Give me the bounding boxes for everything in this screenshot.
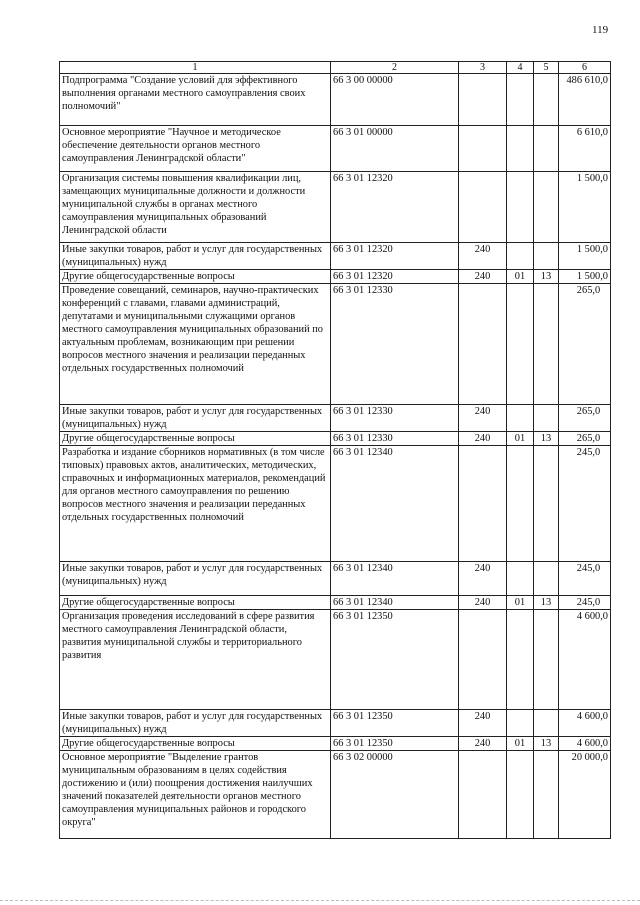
row-name-cell: Другие общегосударственные вопросы: [60, 432, 331, 446]
amount-cell: 245,0: [559, 446, 611, 562]
budget-table: [59, 61, 611, 839]
expense-type-cell: 240: [459, 432, 507, 446]
row-name-cell: Иные закупки товаров, работ и услуг для государственных (муниципальных) нужд: [60, 710, 331, 737]
expense-type-cell: 240: [459, 596, 507, 610]
target-code-cell: 66 3 01 12330: [331, 405, 459, 432]
expense-type-cell: 240: [459, 562, 507, 596]
target-code-cell: 66 3 01 12320: [331, 172, 459, 243]
row-name-cell: Другие общегосударственные вопросы: [60, 596, 331, 610]
subsection-cell: [534, 610, 559, 710]
row-name-cell: Основное мероприятие "Научное и методическое обеспечение деятельности органов местного самоуправления Ленинградской области": [60, 126, 331, 172]
section-cell: [507, 710, 534, 737]
subsection-cell: [534, 562, 559, 596]
expense-type-cell: [459, 751, 507, 839]
amount-cell: 4 600,0: [559, 737, 611, 751]
table-row: [60, 432, 611, 446]
expense-type-cell: [459, 446, 507, 562]
column-header: 5: [534, 62, 559, 74]
row-name-cell: Организация проведения исследований в сфере развития местного самоуправления Ленинградской области, развития муниципальной службы и территориального развития: [60, 610, 331, 710]
subsection-cell: [534, 243, 559, 270]
amount-cell: 20 000,0: [559, 751, 611, 839]
row-name-cell: Иные закупки товаров, работ и услуг для государственных (муниципальных) нужд: [60, 562, 331, 596]
column-header: 2: [331, 62, 459, 74]
amount-cell: 6 610,0: [559, 126, 611, 172]
column-header: 3: [459, 62, 507, 74]
table-row: [60, 751, 611, 839]
target-code-cell: 66 3 01 12340: [331, 562, 459, 596]
section-cell: [507, 610, 534, 710]
page-number: 119: [592, 24, 609, 36]
table-row: [60, 610, 611, 710]
target-code-cell: 66 3 01 12330: [331, 284, 459, 405]
row-name-cell: Подпрограмма "Создание условий для эффективного выполнения органами местного самоуправления своих полномочий": [60, 74, 331, 126]
subsection-cell: [534, 405, 559, 432]
table-row: [60, 243, 611, 270]
target-code-cell: 66 3 01 12320: [331, 243, 459, 270]
table-row: [60, 446, 611, 562]
expense-type-cell: 240: [459, 243, 507, 270]
row-name-cell: Иные закупки товаров, работ и услуг для государственных (муниципальных) нужд: [60, 405, 331, 432]
amount-cell: 265,0: [559, 284, 611, 405]
section-cell: [507, 562, 534, 596]
section-cell: [507, 243, 534, 270]
subsection-cell: 13: [534, 737, 559, 751]
subsection-cell: 13: [534, 270, 559, 284]
page-bottom-edge: [0, 900, 640, 901]
target-code-cell: 66 3 01 12340: [331, 446, 459, 562]
table-row: [60, 74, 611, 126]
subsection-cell: [534, 710, 559, 737]
expense-type-cell: 240: [459, 405, 507, 432]
section-cell: [507, 172, 534, 243]
subsection-cell: [534, 172, 559, 243]
expense-type-cell: 240: [459, 710, 507, 737]
row-name-cell: Организация системы повышения квалификации лиц, замещающих муниципальные должности и должности муниципальной службы в органах местного самоуправления муниципальных образований Ленинградской области: [60, 172, 331, 243]
section-cell: [507, 126, 534, 172]
subsection-cell: 13: [534, 596, 559, 610]
expense-type-cell: [459, 172, 507, 243]
table-row: [60, 562, 611, 596]
amount-cell: 1 500,0: [559, 243, 611, 270]
section-cell: [507, 446, 534, 562]
table-row: [60, 270, 611, 284]
table-body: [60, 74, 611, 839]
target-code-cell: 66 3 02 00000: [331, 751, 459, 839]
target-code-cell: 66 3 01 12340: [331, 596, 459, 610]
expense-type-cell: [459, 126, 507, 172]
target-code-cell: 66 3 01 12320: [331, 270, 459, 284]
amount-cell: 4 600,0: [559, 710, 611, 737]
section-cell: 01: [507, 737, 534, 751]
row-name-cell: Основное мероприятие "Выделение грантов муниципальным образованиям в целях содействия достижению и (или) поощрения достижения наилучших значений показателей деятельности органов местного самоуправления муниципальных районов и городского округа": [60, 751, 331, 839]
section-cell: 01: [507, 432, 534, 446]
column-header: 4: [507, 62, 534, 74]
table-header-row: [60, 62, 611, 74]
target-code-cell: 66 3 01 12330: [331, 432, 459, 446]
amount-cell: 1 500,0: [559, 172, 611, 243]
expense-type-cell: 240: [459, 270, 507, 284]
expense-type-cell: [459, 74, 507, 126]
row-name-cell: Проведение совещаний, семинаров, научно-практических конференций с главами, главами администраций, депутатами и муниципальными служащими органов местного самоуправления муниципальных образований по актуальным проблемам, возникающим при решении вопросов местного значения и реализации переданных отдельных государственных полномочий: [60, 284, 331, 405]
table-row: [60, 710, 611, 737]
expense-type-cell: 240: [459, 737, 507, 751]
section-cell: [507, 751, 534, 839]
row-name-cell: Другие общегосударственные вопросы: [60, 737, 331, 751]
amount-cell: 4 600,0: [559, 610, 611, 710]
table-row: [60, 405, 611, 432]
section-cell: 01: [507, 270, 534, 284]
amount-cell: 245,0: [559, 596, 611, 610]
target-code-cell: 66 3 01 12350: [331, 710, 459, 737]
amount-cell: 265,0: [559, 405, 611, 432]
section-cell: [507, 284, 534, 405]
target-code-cell: 66 3 01 00000: [331, 126, 459, 172]
row-name-cell: Иные закупки товаров, работ и услуг для государственных (муниципальных) нужд: [60, 243, 331, 270]
section-cell: [507, 74, 534, 126]
amount-cell: 245,0: [559, 562, 611, 596]
target-code-cell: 66 3 01 12350: [331, 737, 459, 751]
table-row: [60, 172, 611, 243]
row-name-cell: Другие общегосударственные вопросы: [60, 270, 331, 284]
subsection-cell: [534, 126, 559, 172]
expense-type-cell: [459, 284, 507, 405]
expense-type-cell: [459, 610, 507, 710]
table-row: [60, 126, 611, 172]
subsection-cell: [534, 751, 559, 839]
target-code-cell: 66 3 00 00000: [331, 74, 459, 126]
column-header: 1: [60, 62, 331, 74]
subsection-cell: [534, 74, 559, 126]
subsection-cell: [534, 284, 559, 405]
subsection-cell: [534, 446, 559, 562]
amount-cell: 486 610,0: [559, 74, 611, 126]
table-row: [60, 596, 611, 610]
subsection-cell: 13: [534, 432, 559, 446]
table-row: [60, 284, 611, 405]
section-cell: 01: [507, 596, 534, 610]
row-name-cell: Разработка и издание сборников нормативных (в том числе типовых) правовых актов, аналитических, методических, справочных и информационных материалов, рекомендаций для органов местного самоуправления по решению вопросов местного значения и реализации переданных отдельных государственных полномочий: [60, 446, 331, 562]
target-code-cell: 66 3 01 12350: [331, 610, 459, 710]
section-cell: [507, 405, 534, 432]
amount-cell: 265,0: [559, 432, 611, 446]
amount-cell: 1 500,0: [559, 270, 611, 284]
column-header: 6: [559, 62, 611, 74]
table-row: [60, 737, 611, 751]
